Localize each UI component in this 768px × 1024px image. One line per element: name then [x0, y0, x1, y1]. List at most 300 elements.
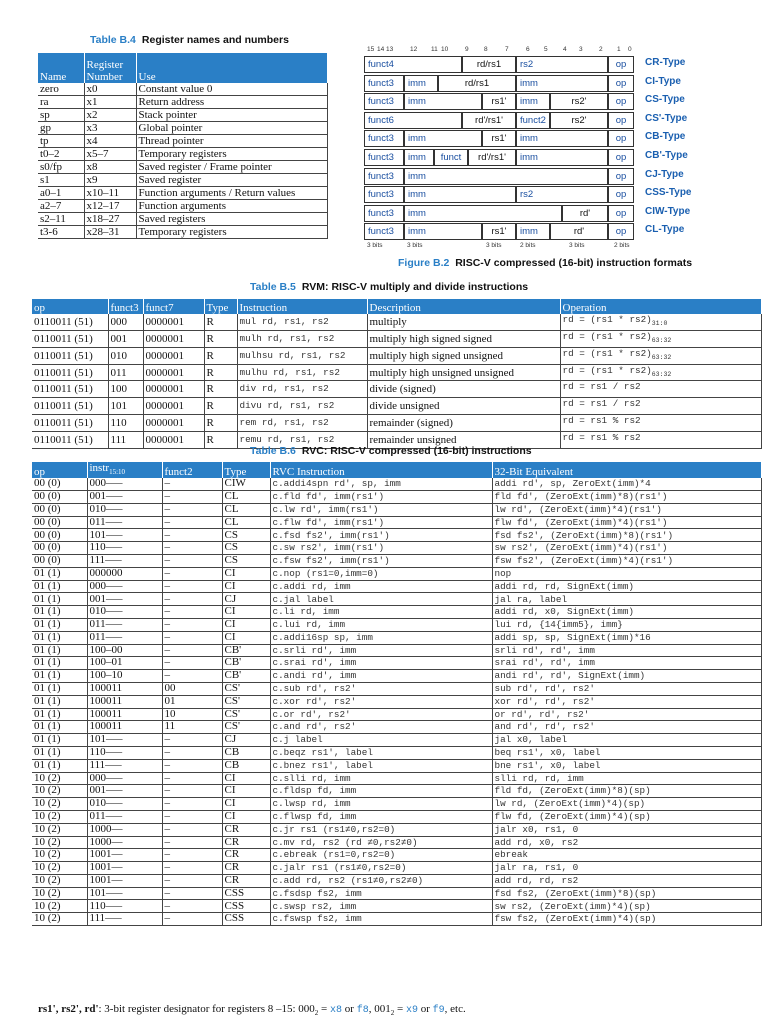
table-cell: c.addi rd, imm — [270, 580, 492, 593]
table-cell: sw rs2', (ZeroExt(imm)*4)(rs1') — [492, 542, 762, 555]
table-cell: c.fsw fs2', imm(rs1') — [270, 554, 492, 567]
table-cell: 100–10 — [87, 670, 162, 683]
table-cell: c.addi16sp sp, imm — [270, 631, 492, 644]
table-row — [38, 122, 328, 135]
table-row — [32, 478, 762, 490]
table-cell: 110––– — [87, 900, 162, 913]
table-cell: fld fd, (ZeroExt(imm)*8)(sp) — [492, 785, 762, 798]
table-cell: Global pointer — [136, 122, 328, 135]
table-row — [38, 174, 328, 187]
bit-range: 63:32 — [651, 336, 672, 344]
table-cell: CI — [222, 567, 270, 580]
table-cell: 000––– — [87, 772, 162, 785]
format-row — [364, 223, 764, 242]
table-cell: 110 — [108, 415, 143, 432]
figure-b2-caption: Figure B.2 RISC-V compressed (16-bit) instruction formats — [398, 257, 693, 269]
table-cell: 01 (1) — [32, 759, 87, 772]
operation-text: rd = (rs1 * rs2) — [562, 364, 652, 376]
table-cell: c.fld fd', imm(rs1') — [270, 490, 492, 503]
table-cell: CI — [222, 606, 270, 619]
format-field: funct2 — [516, 112, 550, 129]
table-row — [38, 148, 328, 161]
table-row — [32, 836, 762, 849]
table-b4-caption: Table B.4 Register names and numbers — [90, 34, 289, 46]
table-cell: 100 — [108, 381, 143, 398]
table-cell: 0000001 — [143, 398, 204, 415]
table-cell: c.fswsp fs2, imm — [270, 913, 492, 926]
table-cell: CS' — [222, 695, 270, 708]
table-row — [32, 529, 762, 542]
table-cell: jal ra, label — [492, 593, 762, 606]
col-header: Type — [204, 299, 237, 314]
table-row — [32, 644, 762, 657]
table-row — [32, 567, 762, 580]
table-cell: Constant value 0 — [136, 83, 328, 96]
table-cell: 10 (2) — [32, 900, 87, 913]
table-cell: 100011 — [87, 708, 162, 721]
table-cell: zero — [38, 83, 84, 96]
table-row — [32, 398, 762, 415]
table-row — [32, 670, 762, 683]
table-cell: – — [162, 862, 222, 875]
table-cell: – — [162, 823, 222, 836]
table-cell — [560, 415, 762, 432]
table-cell: x2 — [84, 109, 136, 122]
table-cell: x0 — [84, 83, 136, 96]
table-cell: 10 (2) — [32, 810, 87, 823]
table-cell — [560, 381, 762, 398]
table-cell: 0110011 (51) — [32, 364, 108, 381]
table-cell: c.lui rd, imm — [270, 618, 492, 631]
col-header: funct3 — [108, 299, 143, 314]
operation-text: rd = (rs1 * rs2) — [562, 347, 652, 359]
col-header: 32-Bit Equivalent — [492, 462, 762, 478]
format-field: rd' — [562, 205, 608, 222]
table-b5-caption: Table B.5 RVM: RISC-V multiply and divide instructions — [250, 281, 529, 293]
format-type-label: CS-Type — [645, 94, 685, 106]
table-cell: 10 (2) — [32, 862, 87, 875]
table-cell: 00 (0) — [32, 516, 87, 529]
col-header: Operation — [560, 299, 762, 314]
table-cell: t0–2 — [38, 148, 84, 161]
table-cell: Saved registers — [136, 213, 328, 226]
table-row — [32, 490, 762, 503]
table-cell: – — [162, 900, 222, 913]
table-cell: c.nop (rs1=0,imm=0) — [270, 567, 492, 580]
width-label: 2 bits — [520, 241, 536, 249]
format-field: imm — [404, 223, 482, 240]
format-field: rs2 — [516, 56, 608, 73]
table-cell: s2–11 — [38, 213, 84, 226]
format-row — [364, 149, 764, 168]
format-type-label: CB-Type — [645, 131, 686, 143]
table-row — [32, 708, 762, 721]
table-cell: – — [162, 606, 222, 619]
table-cell — [560, 314, 762, 330]
table-cell: sub rd', rd', rs2' — [492, 682, 762, 695]
table-cell: x3 — [84, 122, 136, 135]
format-field: rs2' — [550, 93, 608, 110]
bit-label: 10 — [441, 46, 449, 53]
table-cell: jalr ra, rs1, 0 — [492, 862, 762, 875]
table-cell: or rd', rd', rs2' — [492, 708, 762, 721]
table-cell: 01 (1) — [32, 567, 87, 580]
width-label: 3 bits — [569, 241, 585, 249]
table-cell: 1000–– — [87, 823, 162, 836]
format-field: imm — [404, 75, 438, 92]
multiply-divide-table — [32, 299, 762, 449]
table-cell: CR — [222, 874, 270, 887]
table-cell: CSS — [222, 887, 270, 900]
table-cell: – — [162, 798, 222, 811]
table-cell: multiply high signed signed — [367, 330, 560, 347]
format-type-label: CR-Type — [645, 57, 686, 68]
bit-label: 9 — [465, 46, 469, 53]
format-field: imm — [404, 130, 482, 147]
format-type-label: CI-Type — [645, 75, 681, 87]
format-field: funct — [434, 149, 468, 166]
format-field: funct3 — [364, 186, 404, 203]
table-cell: multiply high unsigned unsigned — [367, 364, 560, 381]
bit-label: 11 — [431, 46, 438, 53]
bit-label: 7 — [505, 46, 509, 53]
table-cell: a0–1 — [38, 187, 84, 200]
format-field: funct3 — [364, 93, 404, 110]
table-cell: CI — [222, 785, 270, 798]
table-row — [32, 746, 762, 759]
table-cell: CJ — [222, 593, 270, 606]
table-cell: 00 (0) — [32, 490, 87, 503]
table-row — [32, 810, 762, 823]
bit-position-row — [364, 46, 764, 56]
col-header: Instruction — [237, 299, 367, 314]
table-cell: 10 (2) — [32, 836, 87, 849]
table-cell: CS — [222, 529, 270, 542]
table-cell: and rd', rd', rs2' — [492, 721, 762, 734]
table-cell: CL — [222, 516, 270, 529]
table-cell: 0110011 (51) — [32, 314, 108, 330]
table-cell: – — [162, 644, 222, 657]
table-cell: 010––– — [87, 503, 162, 516]
table-row — [32, 759, 762, 772]
format-row — [364, 112, 764, 131]
table-cell: 010––– — [87, 606, 162, 619]
table-cell: mul rd, rs1, rs2 — [237, 314, 367, 330]
table-cell: – — [162, 516, 222, 529]
table-row — [38, 226, 328, 239]
bit-label: 2 — [599, 46, 603, 53]
table-row — [32, 554, 762, 567]
table-cell: 000––– — [87, 478, 162, 490]
table-cell: R — [204, 330, 237, 347]
table-cell: CI — [222, 618, 270, 631]
col-header: Register Number — [84, 53, 136, 83]
format-field: rs1' — [482, 223, 516, 240]
table-cell: – — [162, 810, 222, 823]
format-field: rs2 — [516, 186, 608, 203]
format-field: op — [608, 93, 634, 110]
table-cell: – — [162, 657, 222, 670]
table-row — [38, 96, 328, 109]
table-row — [32, 900, 762, 913]
table-row — [32, 542, 762, 555]
bit-label: 1 — [617, 46, 621, 53]
format-field: funct3 — [364, 130, 404, 147]
table-row — [32, 874, 762, 887]
table-cell: x28–31 — [84, 226, 136, 239]
table-cell: 01 (1) — [32, 721, 87, 734]
table-cell: fsw fs2, (ZeroExt(imm)*4)(sp) — [492, 913, 762, 926]
bit-label: 14 — [377, 46, 385, 53]
table-cell: s1 — [38, 174, 84, 187]
bit-label: 15 — [367, 46, 375, 53]
bit-label: 4 — [563, 46, 567, 53]
table-cell: 001––– — [87, 490, 162, 503]
table-cell: s0/fp — [38, 161, 84, 174]
table-cell: 101––– — [87, 734, 162, 747]
table-cell: Stack pointer — [136, 109, 328, 122]
table-cell: 011––– — [87, 516, 162, 529]
table-cell: multiply high signed unsigned — [367, 347, 560, 364]
format-field: op — [608, 130, 634, 147]
table-cell: R — [204, 314, 237, 330]
table-cell: c.or rd', rs2' — [270, 708, 492, 721]
table-cell: c.li rd, imm — [270, 606, 492, 619]
table-cell: Temporary registers — [136, 226, 328, 239]
table-cell: c.sub rd', rs2' — [270, 682, 492, 695]
table-row — [38, 109, 328, 122]
table-cell: c.xor rd', rs2' — [270, 695, 492, 708]
table-cell: R — [204, 432, 237, 449]
table-cell: 010 — [108, 347, 143, 364]
width-label: 3 bits — [367, 241, 383, 249]
table-cell: x18–27 — [84, 213, 136, 226]
table-row — [32, 364, 762, 381]
format-type-label: CJ-Type — [645, 168, 684, 180]
table-cell: 10 — [162, 708, 222, 721]
table-cell: – — [162, 529, 222, 542]
table-cell: c.beqz rs1', label — [270, 746, 492, 759]
table-cell: divide unsigned — [367, 398, 560, 415]
table-cell: Saved register / Frame pointer — [136, 161, 328, 174]
table-cell: c.andi rd', imm — [270, 670, 492, 683]
format-field: funct3 — [364, 205, 404, 222]
table-cell: sw rs2, (ZeroExt(imm)*4)(sp) — [492, 900, 762, 913]
bit-range: 63:32 — [651, 353, 672, 361]
table-row — [32, 347, 762, 364]
table-cell: a2–7 — [38, 200, 84, 213]
table-cell: – — [162, 772, 222, 785]
table-row — [32, 631, 762, 644]
format-field: imm — [404, 149, 434, 166]
format-type-label: CS'-Type — [645, 112, 688, 124]
table-cell: lui rd, {14{imm5}, imm} — [492, 618, 762, 631]
format-field: imm — [516, 75, 608, 92]
table-cell: 0110011 (51) — [32, 432, 108, 449]
table-cell: Temporary registers — [136, 148, 328, 161]
table-cell: srai rd', rd', imm — [492, 657, 762, 670]
table-cell: CL — [222, 503, 270, 516]
table-cell: CS' — [222, 682, 270, 695]
format-field: rs1' — [482, 93, 516, 110]
format-row — [364, 93, 764, 112]
format-field: funct6 — [364, 112, 462, 129]
format-field: op — [608, 223, 634, 240]
table-b6-caption: Table B.6 RVC: RISC-V compressed (16-bit) instructions — [250, 445, 532, 457]
col-header: instr$_{15:10}$ — [87, 462, 162, 478]
table-cell: 000000 — [87, 567, 162, 580]
table-cell: 00 (0) — [32, 554, 87, 567]
table-cell: 110––– — [87, 746, 162, 759]
format-field: rd'/rs1' — [462, 112, 516, 129]
table-cell: sp — [38, 109, 84, 122]
table-cell: slli rd, rd, imm — [492, 772, 762, 785]
format-type-label: CB'-Type — [645, 149, 688, 161]
format-field: op — [608, 56, 634, 73]
table-cell: c.mv rd, rs2 (rd ≠0,rs2≠0) — [270, 836, 492, 849]
col-header: op — [32, 462, 87, 478]
operation-text: rd = rs1 / rs2 — [562, 381, 641, 393]
table-cell: lw rd', (ZeroExt(imm)*4)(rs1') — [492, 503, 762, 516]
col-header: Name — [38, 53, 84, 83]
col-header: Description — [367, 299, 560, 314]
table-cell: CR — [222, 823, 270, 836]
table-cell: c.j label — [270, 734, 492, 747]
table-cell: Function arguments — [136, 200, 328, 213]
table-cell: mulh rd, rs1, rs2 — [237, 330, 367, 347]
format-field: op — [608, 168, 634, 185]
table-row — [32, 772, 762, 785]
width-label: 3 bits — [486, 241, 502, 249]
table-cell: 00 (0) — [32, 478, 87, 490]
format-type-label: CIW-Type — [645, 205, 691, 217]
table-cell: jalr x0, rs1, 0 — [492, 823, 762, 836]
table-cell: lw rd, (ZeroExt(imm)*4)(sp) — [492, 798, 762, 811]
table-cell: remainder unsigned — [367, 432, 560, 449]
table-cell: addi sp, sp, SignExt(imm)*16 — [492, 631, 762, 644]
table-cell: 001––– — [87, 785, 162, 798]
table-cell: andi rd', rd', SignExt(imm) — [492, 670, 762, 683]
table-row — [32, 580, 762, 593]
table-cell: – — [162, 913, 222, 926]
table-cell: add rd, rd, rs2 — [492, 874, 762, 887]
table-cell: 0110011 (51) — [32, 381, 108, 398]
table-cell: CSS — [222, 900, 270, 913]
table-cell: flw fd, (ZeroExt(imm)*4)(sp) — [492, 810, 762, 823]
col-header: funct7 — [143, 299, 204, 314]
compressed-instruction-table — [32, 462, 762, 926]
format-field: op — [608, 205, 634, 222]
format-field: imm — [404, 93, 482, 110]
table-cell: CS — [222, 542, 270, 555]
table-row — [32, 503, 762, 516]
table-cell: c.fldsp fd, imm — [270, 785, 492, 798]
format-field: op — [608, 149, 634, 166]
table-cell: 01 (1) — [32, 657, 87, 670]
col-header: Use — [136, 53, 328, 83]
table-cell: CS' — [222, 708, 270, 721]
table-row — [32, 887, 762, 900]
table-cell: c.ebreak (rs1=0,rs2=0) — [270, 849, 492, 862]
format-field: rd' — [550, 223, 608, 240]
table-cell: c.slli rd, imm — [270, 772, 492, 785]
table-row — [32, 606, 762, 619]
table-cell: c.flw fd', imm(rs1') — [270, 516, 492, 529]
table-cell: 0110011 (51) — [32, 330, 108, 347]
table-cell: – — [162, 836, 222, 849]
table-cell: 0000001 — [143, 364, 204, 381]
table-cell: 10 (2) — [32, 823, 87, 836]
table-cell: – — [162, 554, 222, 567]
table-cell: 0000001 — [143, 330, 204, 347]
table-cell: 111––– — [87, 913, 162, 926]
table-row — [32, 734, 762, 747]
table-cell: – — [162, 746, 222, 759]
table-cell: CR — [222, 836, 270, 849]
table-cell: flw fd', (ZeroExt(imm)*4)(rs1') — [492, 516, 762, 529]
table-cell: CS — [222, 554, 270, 567]
table-cell: 010––– — [87, 798, 162, 811]
table-cell: c.add rd, rs2 (rs1≠0,rs2≠0) — [270, 874, 492, 887]
table-cell: – — [162, 567, 222, 580]
table-row — [38, 161, 328, 174]
table-cell: mulhu rd, rs1, rs2 — [237, 364, 367, 381]
table-cell: CR — [222, 849, 270, 862]
table-cell: c.lwsp rd, imm — [270, 798, 492, 811]
table-cell: 1001–– — [87, 862, 162, 875]
format-field: imm — [404, 168, 608, 185]
table-cell: fsd fs2, (ZeroExt(imm)*8)(sp) — [492, 887, 762, 900]
table-cell: – — [162, 670, 222, 683]
table-cell: 00 (0) — [32, 503, 87, 516]
table-cell: t3-6 — [38, 226, 84, 239]
table-cell: c.srli rd', imm — [270, 644, 492, 657]
table-cell: R — [204, 364, 237, 381]
table-cell: x9 — [84, 174, 136, 187]
format-field: rd/rs1 — [438, 75, 516, 92]
table-cell — [560, 432, 762, 449]
table-cell: 01 — [162, 695, 222, 708]
table-cell: x12–17 — [84, 200, 136, 213]
operation-text: rd = (rs1 * rs2) — [562, 330, 652, 342]
table-cell: divu rd, rs1, rs2 — [237, 398, 367, 415]
table-cell: – — [162, 631, 222, 644]
table-cell: remu rd, rs1, rs2 — [237, 432, 367, 449]
table-cell: R — [204, 398, 237, 415]
table-row — [38, 200, 328, 213]
table-cell: – — [162, 478, 222, 490]
table-cell: c.fsd fs2', imm(rs1') — [270, 529, 492, 542]
operation-text: rd = rs1 % rs2 — [562, 415, 641, 427]
table-row — [32, 657, 762, 670]
table-cell: 10 (2) — [32, 798, 87, 811]
format-row — [364, 75, 764, 94]
width-label: 3 bits — [407, 241, 423, 249]
table-cell: CB' — [222, 657, 270, 670]
format-field: op — [608, 75, 634, 92]
table-cell: R — [204, 381, 237, 398]
format-field: op — [608, 112, 634, 129]
table-cell: 01 (1) — [32, 580, 87, 593]
table-cell: – — [162, 785, 222, 798]
table-cell: 111––– — [87, 554, 162, 567]
table-row — [32, 695, 762, 708]
table-cell: divide (signed) — [367, 381, 560, 398]
table-cell: c.flwsp fd, imm — [270, 810, 492, 823]
bit-range: 31:0 — [651, 319, 668, 327]
table-cell: CL — [222, 490, 270, 503]
format-field: rs1' — [482, 130, 516, 147]
